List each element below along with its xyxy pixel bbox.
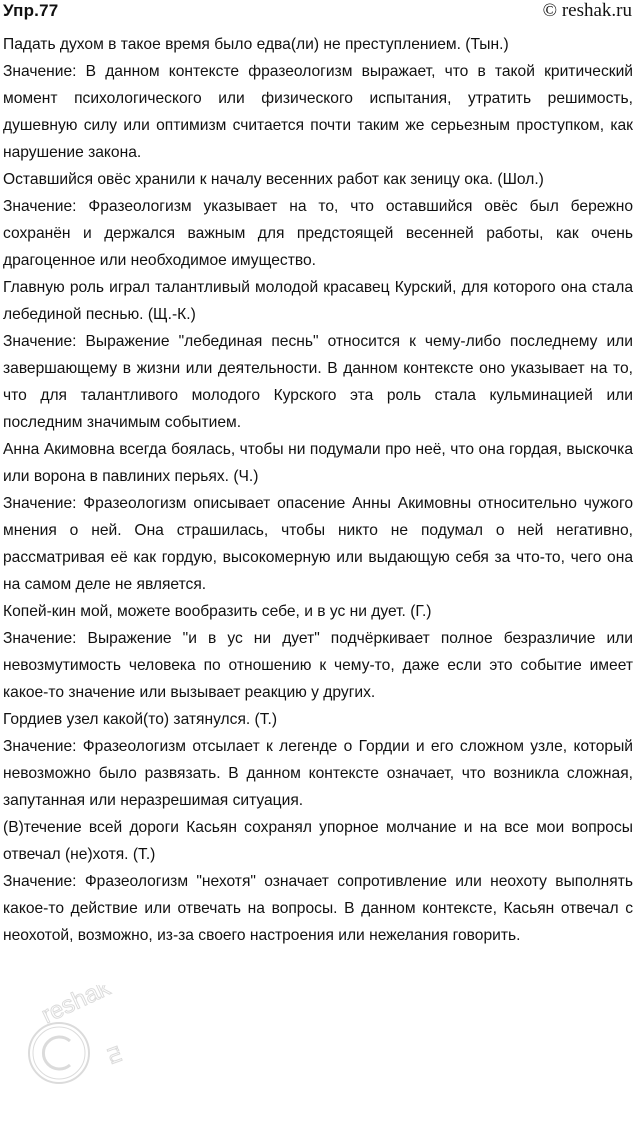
sentence-2: Оставшийся овёс хранили к началу весенних работ как зеницу ока. (Шол.) xyxy=(3,171,544,188)
meaning-2: Значение: Фразеологизм указывает на то, что оставшийся овёс был бережно сохранён и держался важным для предстоящей весенней работы, как очень драгоценное или необходимое имущество. xyxy=(3,198,633,269)
page-header xyxy=(0,0,635,30)
sentence-3: Главную роль играл талантливый молодой красавец Курский, для которого она стала лебединой песнью. (Щ.-К.) xyxy=(3,279,633,323)
sentence-1: Падать духом в такое время было едва(ли) не преступлением. (Тын.) xyxy=(3,36,509,53)
sentence-6: Гордиев узел какой(то) затянулся. (Т.) xyxy=(3,711,278,728)
exercise-content xyxy=(3,31,633,949)
sentence-4: Анна Акимовна всегда боялась, чтобы ни подумали про неё, что она гордая, выскочка или ворона в павлиних перьях. (Ч.) xyxy=(3,441,633,485)
svg-text:reshak: reshak xyxy=(37,985,115,1030)
sentence-7: (В)течение всей дороги Касьян сохранял упорное молчание и на все мои вопросы отвечал (не)хотя. (Т.) xyxy=(3,819,633,863)
meaning-4: Значение: Фразеологизм описывает опасение Анны Акимовны относительно чужого мнения о ней. Она страшилась, чтобы никто не подумал о ней негативно, рассматривая её как гордую, высокомерную или выдающую себя за что-то, чего она на самом деле не является. xyxy=(3,495,633,593)
meaning-6: Значение: Фразеологизм отсылает к легенде о Гордии и его сложном узле, который невозможно было развязать. В данном контексте означает, что возникла сложная, запутанная или неразрешимая ситуация. xyxy=(3,738,633,809)
watermark-logo xyxy=(14,985,134,1095)
exercise-title: Упр.77 xyxy=(3,1,59,20)
copyright-watermark-icon xyxy=(14,985,134,1095)
svg-text:ru: ru xyxy=(101,1042,129,1067)
meaning-1: Значение: В данном контексте фразеологизм выражает, что в такой критический момент психологического или физического испытания, утратить решимость, душевную силу или оптимизм считается почти таким же серьезным проступком, как нарушение закона. xyxy=(3,63,633,161)
meaning-5: Значение: Выражение "и в ус ни дует" подчёркивает полное безразличие или невозмутимость человека по отношению к чему-то, даже если это событие имеет какое-то значение или вызывает реакцию у других. xyxy=(3,630,633,701)
copyright-label: © reshak.ru xyxy=(542,0,632,21)
meaning-3: Значение: Выражение "лебединая песнь" относится к чему-либо последнему или завершающему в жизни или деятельности. В данном контексте оно указывает на то, что для талантливого молодого Курского эта роль стала кульминацией или последним значимым событием. xyxy=(3,333,633,431)
meaning-7: Значение: Фразеологизм "нехотя" означает сопротивление или неохоту выполнять какое-то действие или отвечать на вопросы. В данном контексте, Касьян отвечал с неохотой, возможно, из-за своего настроения или нежелания говорить. xyxy=(3,873,633,944)
sentence-5: Копей-кин мой, можете вообразить себе, и в ус ни дует. (Г.) xyxy=(3,603,432,620)
